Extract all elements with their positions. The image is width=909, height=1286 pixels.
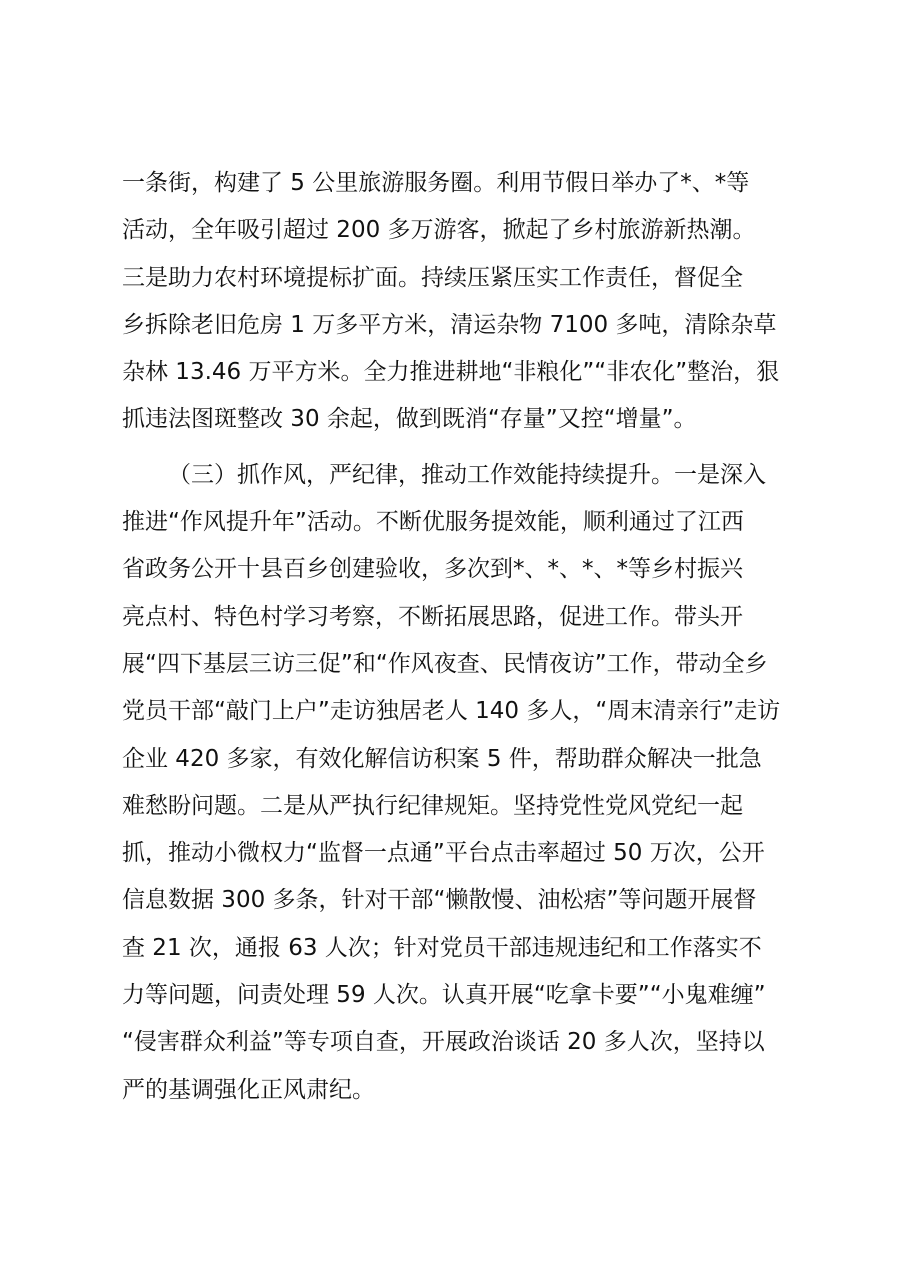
text-line: 乡拆除老旧危房 1 万多平方米，清运杂物 7100 多吨，清除杂草: [122, 311, 777, 338]
paragraph-work-style: [122, 452, 802, 1114]
text-line: “侵害群众利益”等专项自查，开展政治谈话 20 多人次，坚持以: [122, 1029, 765, 1056]
text-line: （三）抓作风，严纪律，推动工作效能持续提升。一是深入: [168, 461, 766, 488]
text-line: 亮点村、特色村学习考察，不断拓展思路，促进工作。带头开: [122, 603, 743, 630]
text-line: 三是助力农村环境提标扩面。持续压紧压实工作责任，督促全: [122, 264, 743, 291]
text-line: 一条街，构建了 5 公里旅游服务圈。利用节假日举办了*、*等: [122, 170, 750, 196]
text-line: 力等问题，问责处理 59 人次。认真开展“吃拿卡要”“小鬼难缠”: [122, 982, 766, 1009]
text-line: 难愁盼问题。二是从严执行纪律规矩。坚持党性党风党纪一起: [122, 792, 743, 819]
text-line: 推进“作风提升年”活动。不断优服务提效能，顺利通过了江西: [122, 509, 744, 536]
paragraph-rural-environment: [122, 160, 802, 444]
text-line: 企业 420 多家，有效化解信访积案 5 件，帮助群众解决一批急: [122, 745, 762, 772]
text-line: 党员干部“敲门上户”走访独居老人 140 多人，“周末清亲行”走访: [122, 698, 781, 725]
text-line: 活动，全年吸引超过 200 多万游客，掀起了乡村旅游新热潮。: [122, 217, 756, 244]
text-line: 信息数据 300 多条，针对干部“懒散慢、油松痞”等问题开展督: [122, 887, 757, 914]
text-line: 杂林 13.46 万平方米。全力推进耕地“非粮化”“非农化”整治，狠: [122, 359, 780, 386]
text-line: 省政务公开十县百乡创建验收，多次到*、*、*、*等乡村振兴: [122, 556, 743, 583]
text-line: 严的基调强化正风肃纪。: [122, 1076, 375, 1103]
text-line: 抓，推动小微权力“监督一点通”平台点击率超过 50 万次，公开: [122, 840, 765, 867]
text-line: 展“四下基层三访三促”和“作风夜查、民情夜访”工作，带动全乡: [122, 650, 768, 677]
text-line: 抓违法图斑整改 30 余起，做到既消“存量”又控“增量”。: [122, 406, 697, 433]
body-text: [122, 160, 802, 1114]
text-line: 查 21 次，通报 63 人次；针对党员干部违规违纪和工作落实不: [122, 934, 762, 961]
